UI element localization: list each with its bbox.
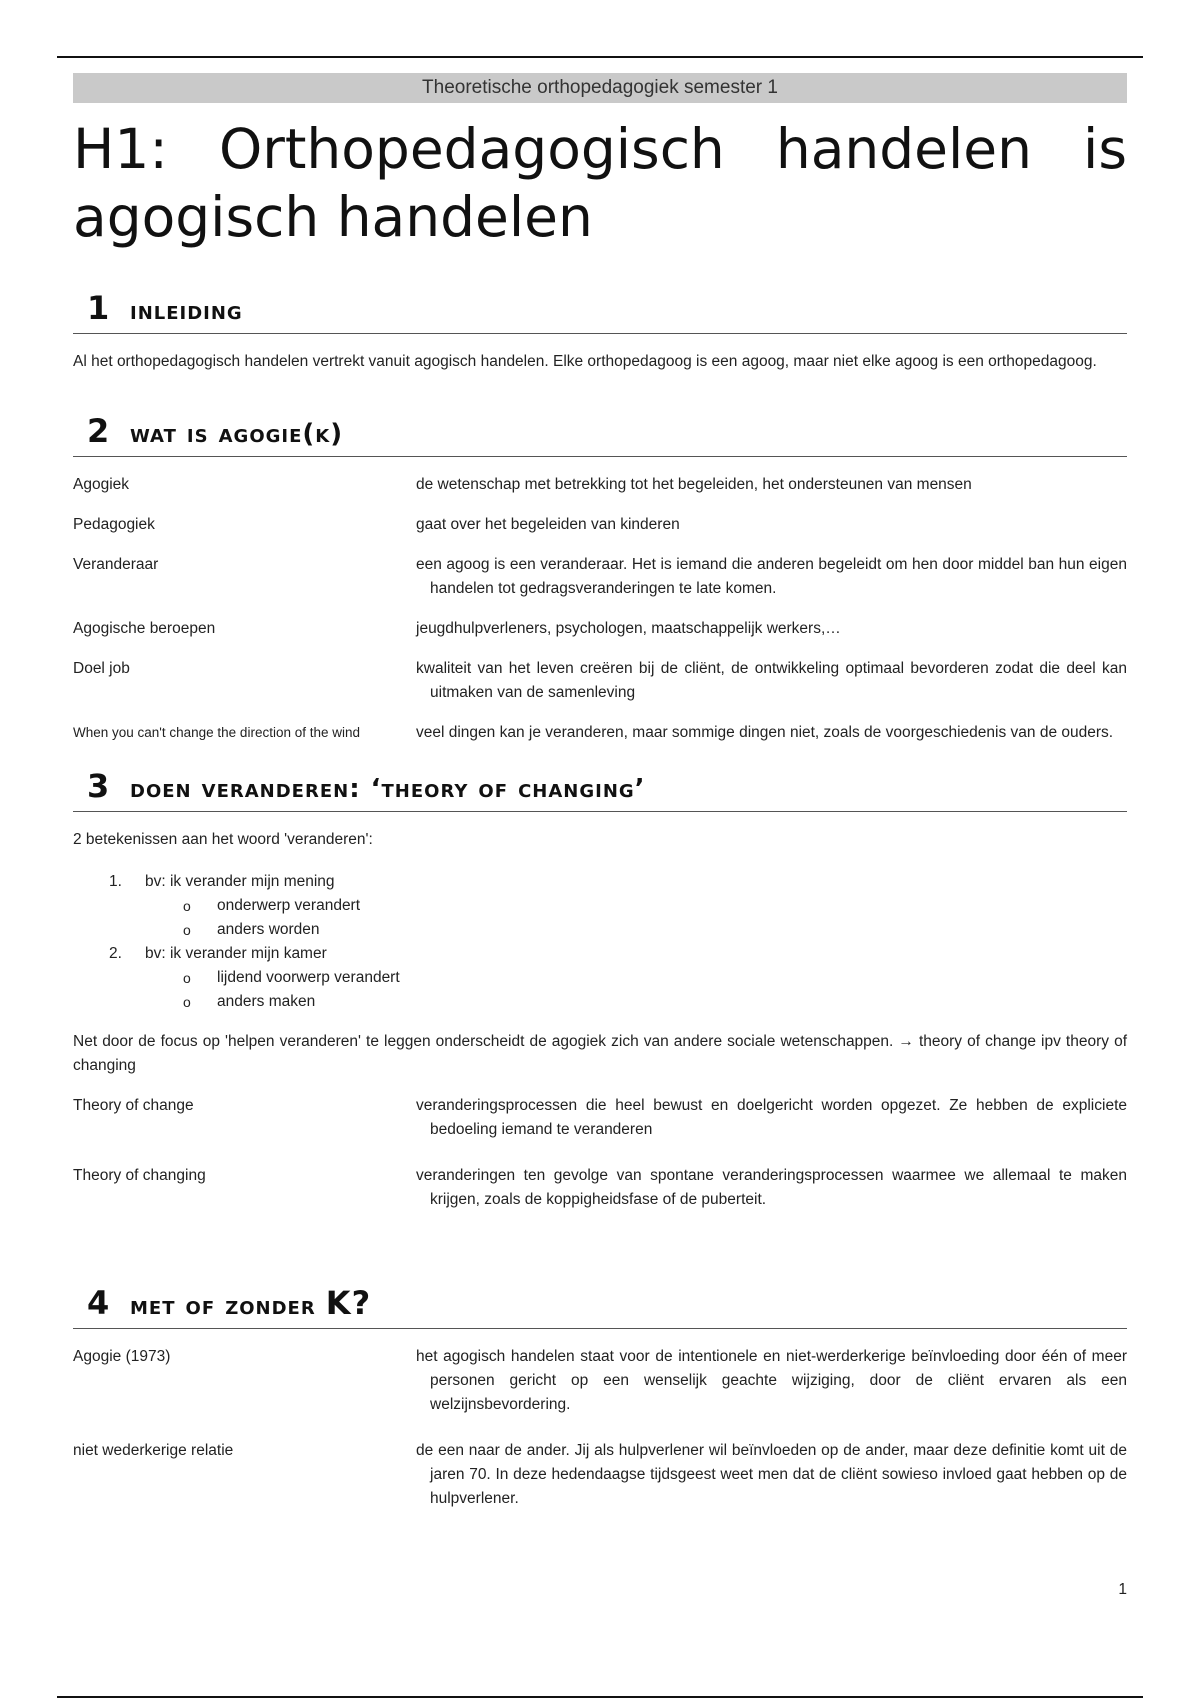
definition-term: Theory of change: [73, 1097, 194, 1114]
sub-list-item: o anders maken: [145, 990, 1127, 1014]
sub-list: [145, 894, 1127, 942]
title-line-1: H1: Orthopedagogisch handelen is: [73, 117, 1127, 181]
page-header: Theoretische orthopedagogiek semester 1: [73, 73, 1127, 103]
paragraph: Net door de focus op 'helpen veranderen' te leggen onderscheidt de agogiek zich van andere sociale wetenschappen. → theory of change ipv theory of changing: [73, 1033, 1127, 1074]
list-item-text: bv: ik verander mijn mening: [145, 873, 335, 890]
section-inleiding: [73, 289, 1127, 374]
definition-text: gaat over het begeleiden van kinderen: [416, 516, 680, 533]
section-title: doen veranderen: ‘theory of changing’: [130, 774, 646, 804]
section-heading: [73, 412, 1127, 457]
section-met-of-zonder-k: [73, 1284, 1127, 1511]
definition-term: Agogische beroepen: [73, 620, 216, 637]
section-doen-veranderen: [73, 767, 1127, 1212]
definition-text: het agogisch handelen staat voor de intentionele en niet-werderkerige beïnvloeding door één of meer personen gericht op een wenselijk geachte wijziging, door de cliënt ervaren als een welzijnsbevordering.: [416, 1348, 1127, 1413]
definition-text: veranderingen ten gevolge van spontane veranderingsprocessen waarmee we allemaal te maken krijgen, zoals de koppigheidsfase of de puberteit.: [416, 1167, 1127, 1208]
top-rule: [57, 56, 1143, 58]
definition-text: jeugdhulpverleners, psychologen, maatschappelijk werkers,…: [416, 620, 841, 637]
document-title: [73, 115, 1127, 251]
list-item: [73, 942, 1127, 1014]
list-item: [73, 870, 1127, 942]
section-heading: [73, 1284, 1127, 1329]
definition-text: veel dingen kan je veranderen, maar sommige dingen niet, zoals de voorgeschiedenis van de ouders.: [416, 724, 1114, 741]
numbered-list: [73, 870, 1127, 1014]
sub-list-item: o anders worden: [145, 918, 1127, 942]
section-heading: [73, 289, 1127, 334]
page-number: 1: [1118, 1581, 1127, 1598]
definition-row: [73, 657, 1127, 705]
title-line-2: agogisch handelen: [73, 185, 593, 249]
definition-list: [73, 1094, 1127, 1212]
section-number: 1: [87, 289, 110, 327]
definition-text: kwaliteit van het leven creëren bij de cliënt, de ontwikkeling optimaal bevorderen zodat die deel kan uitmaken van de samenleving: [416, 660, 1127, 701]
definition-row: [73, 617, 1127, 641]
section-wat-is-agogiek: [73, 412, 1127, 745]
paragraph: 2 betekenissen aan het woord 'veranderen':: [73, 831, 373, 848]
circle-bullet-icon: o: [183, 994, 191, 1010]
definition-term: When you can't change the direction of the wind: [73, 725, 361, 740]
circle-bullet-icon: o: [183, 922, 191, 938]
section-title: inleiding: [130, 296, 243, 326]
definition-term: Doel job: [73, 660, 130, 677]
definition-row: [73, 1164, 1127, 1212]
definition-row: [73, 553, 1127, 601]
list-number: 1.: [109, 873, 122, 890]
paragraph: Al het orthopedagogisch handelen vertrekt vanuit agogisch handelen. Elke orthopedagoog is een agoog, maar niet elke agoog is een orthopedagoog.: [73, 353, 1097, 370]
document-page: [73, 73, 1127, 1598]
definition-text: de wetenschap met betrekking tot het begeleiden, het ondersteunen van mensen: [416, 476, 972, 493]
definition-term: Veranderaar: [73, 556, 159, 573]
definition-row: [73, 473, 1127, 497]
section-heading: [73, 767, 1127, 812]
definition-text: veranderingsprocessen die heel bewust en doelgericht worden opgezet. Ze hebben de expliciete bedoeling iemand te veranderen: [416, 1097, 1127, 1138]
definition-text: een agoog is een veranderaar. Het is iemand die anderen begeleidt om hen door middel ban hun eigen handelen tot gedragsveranderingen te late komen.: [416, 556, 1127, 597]
sub-list: [145, 966, 1127, 1014]
definition-row: [73, 1345, 1127, 1417]
bottom-rule: [57, 1696, 1143, 1698]
list-item-text: bv: ik verander mijn kamer: [145, 945, 327, 962]
definition-list: [73, 473, 1127, 745]
section-number: 4: [87, 1284, 110, 1322]
section-title: wat is agogie(k): [130, 419, 344, 449]
section-number: 2: [87, 412, 110, 450]
circle-bullet-icon: o: [183, 898, 191, 914]
definition-list: [73, 1345, 1127, 1511]
definition-term: Pedagogiek: [73, 516, 155, 533]
definition-term: Agogie (1973): [73, 1348, 171, 1365]
definition-text: de een naar de ander. Jij als hulpverlener wil beïnvloeden op de ander, maar deze definitie komt uit de jaren 70. In deze hedendaagse tijdsgeest weet men dat de cliënt sowieso invloed gaat hebben op de hulpverlener.: [416, 1442, 1127, 1507]
definition-row: [73, 1094, 1127, 1142]
definition-term: niet wederkerige relatie: [73, 1442, 234, 1459]
definition-term: Agogiek: [73, 476, 130, 493]
list-number: 2.: [109, 945, 122, 962]
definition-term: Theory of changing: [73, 1167, 206, 1184]
definition-row: [73, 1439, 1127, 1511]
definition-row: [73, 721, 1127, 745]
section-title: met of zonder K?: [130, 1284, 372, 1322]
sub-list-item: o onderwerp verandert: [145, 894, 1127, 918]
sub-list-item: o lijdend voorwerp verandert: [145, 966, 1127, 990]
definition-row: [73, 513, 1127, 537]
circle-bullet-icon: o: [183, 970, 191, 986]
section-number: 3: [87, 767, 110, 805]
